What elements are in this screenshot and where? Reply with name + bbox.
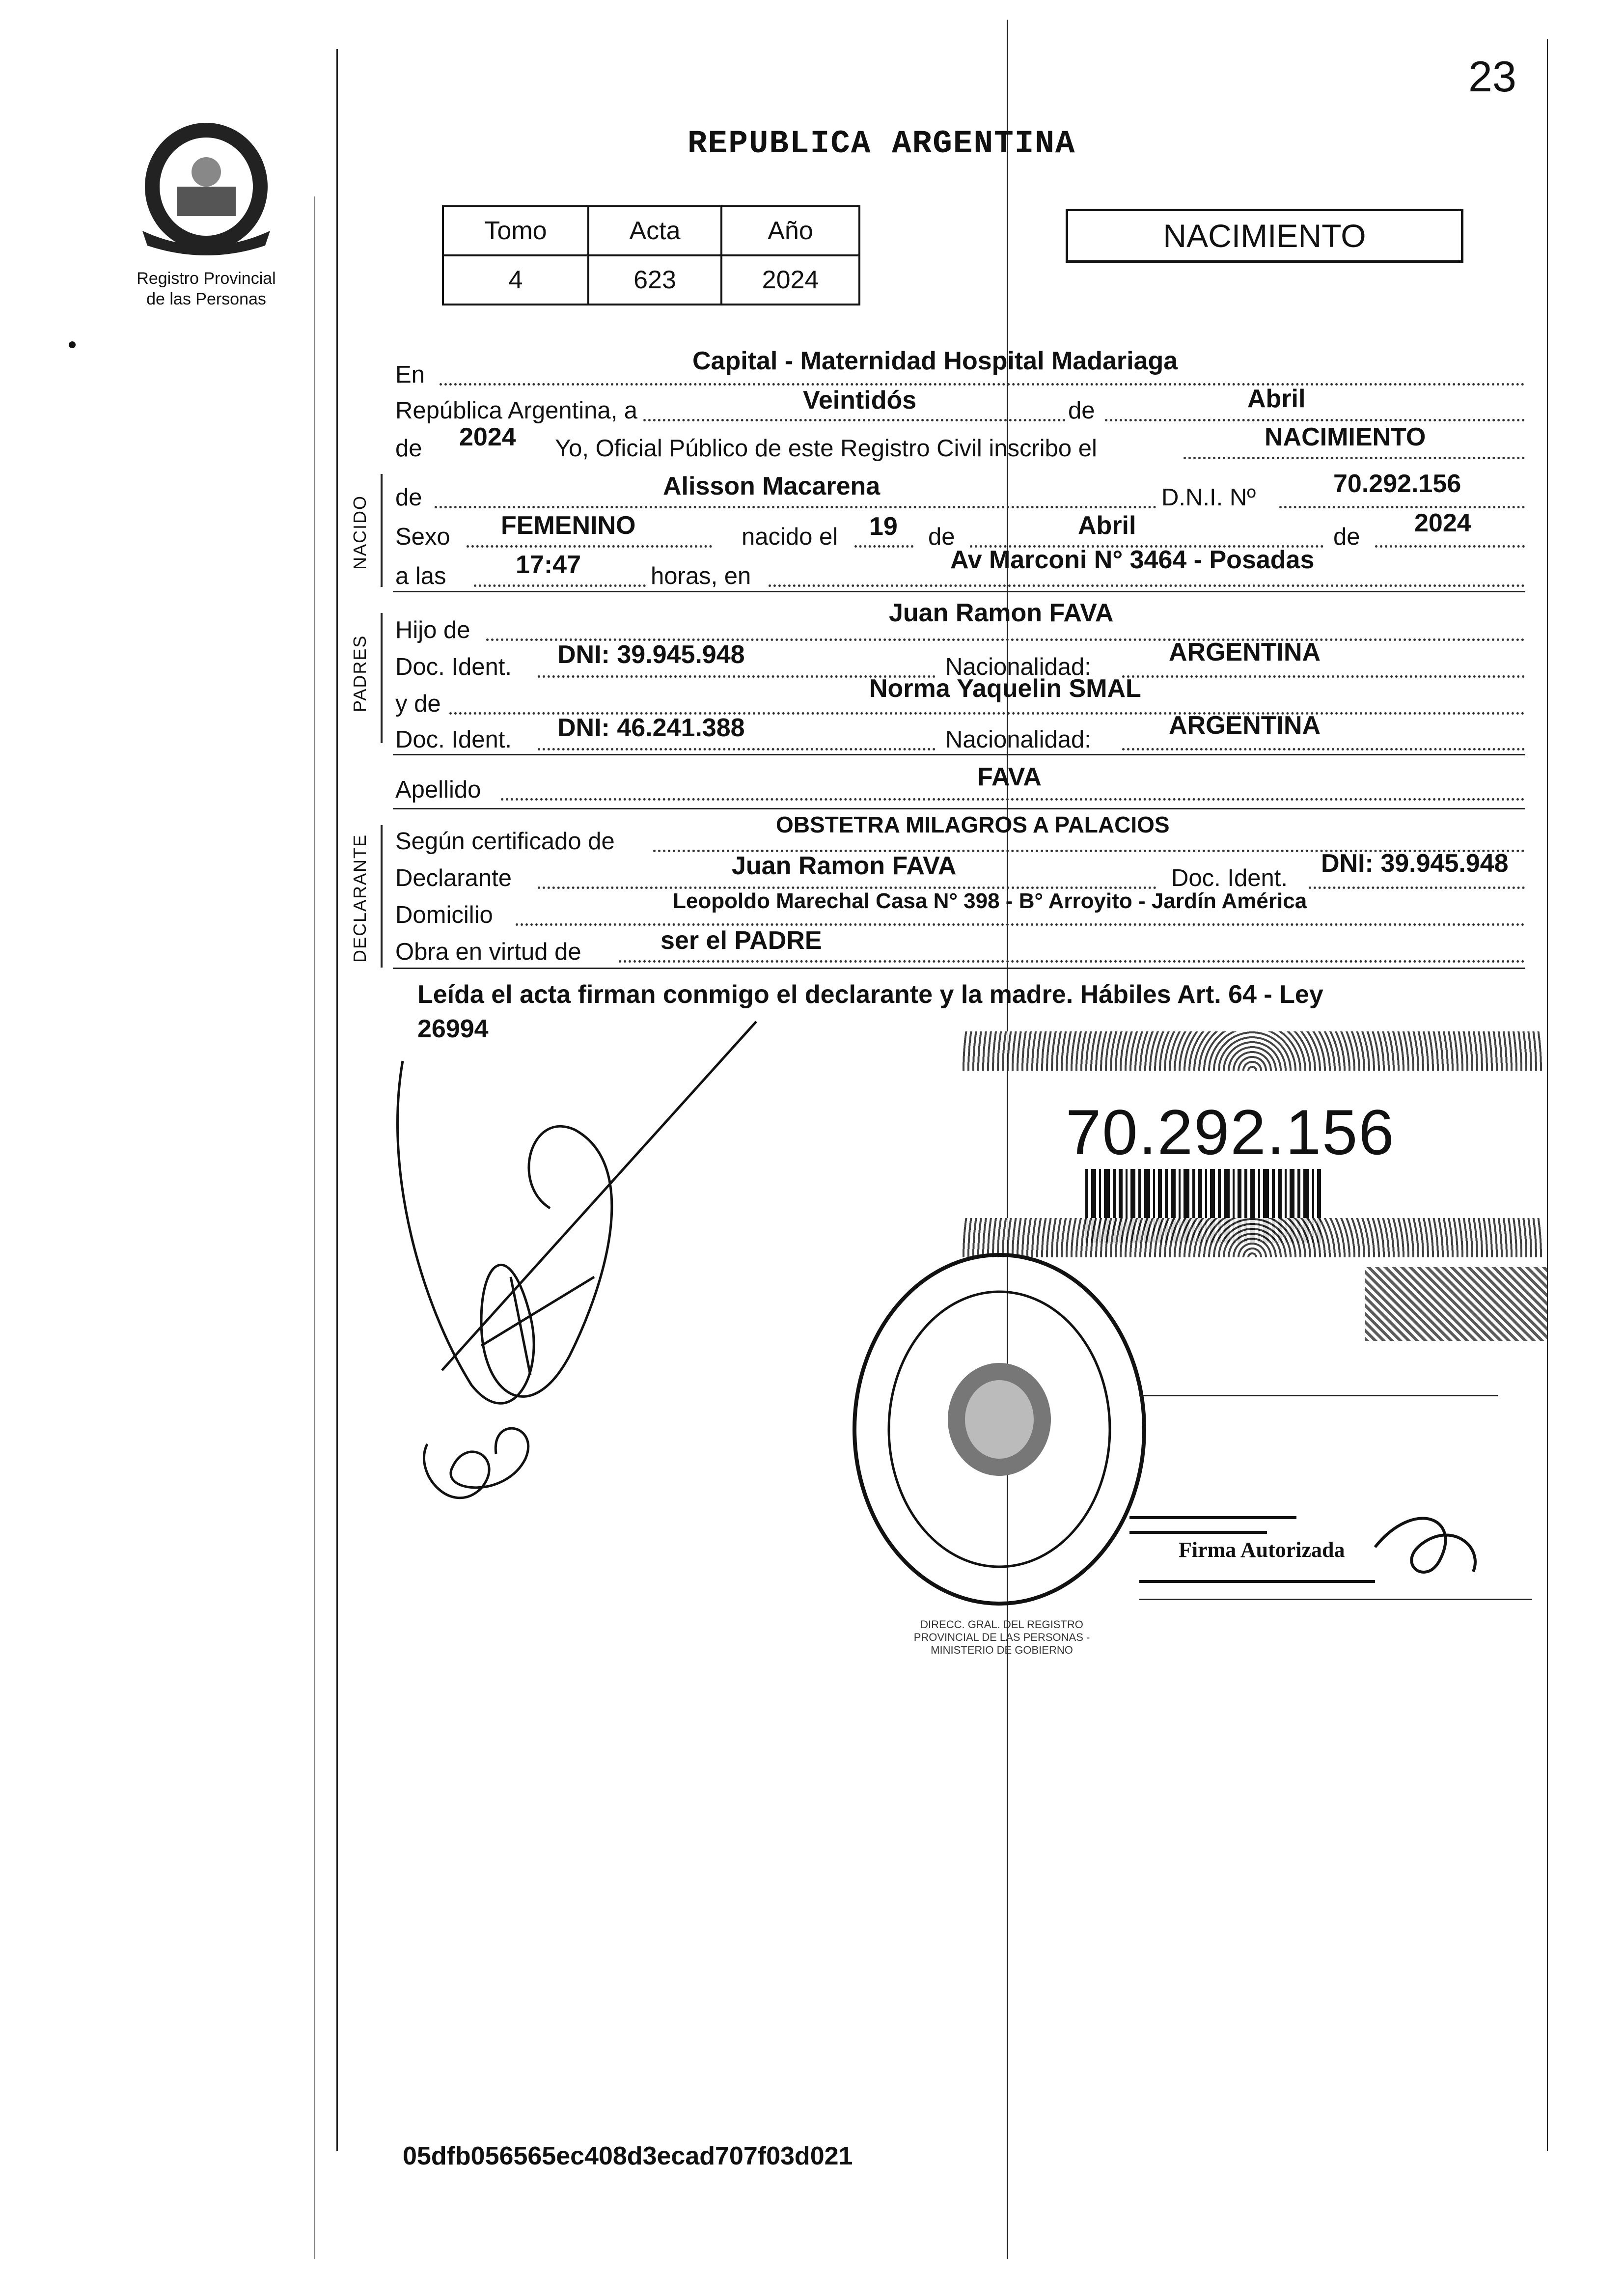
value-madre: Norma Yaquelin SMAL [869,674,1141,703]
td-acta: 623 [588,255,721,305]
round-seal-text: DIRECC. GRAL. DEL REGISTRO PROVINCIAL DE LAS PERSONAS - MINISTERIO DE GOBIERNO [913,1618,1090,1656]
dots-dia [643,419,1066,421]
value-padre-nac: ARGENTINA [1169,638,1321,666]
dots-nac-dia [854,545,913,548]
document-title: REPUBLICA ARGENTINA [688,125,1076,162]
th-acta: Acta [588,206,721,255]
value-domicilio: Leopoldo Marechal Casa N° 398 - B° Arroyito - Jardín América [673,889,1307,913]
value-lugar: Capital - Maternidad Hospital Madariaga [692,347,1178,375]
label-doc1: Doc. Ident. [395,654,512,680]
dots-obra [619,960,1525,963]
bracket-padres [381,613,383,743]
label-declarante: Declarante [395,865,512,891]
dots-dni [1279,506,1525,508]
dots-madre-dni [538,748,936,750]
label-horas-en: horas, en [651,563,751,589]
bracket-nacido [381,474,383,587]
reference-table [442,205,860,305]
value-nombre: Alisson Macarena [663,472,881,500]
value-obra: ser el PADRE [661,926,822,955]
section-padres: PADRES [350,635,370,712]
label-de-year: de [395,435,422,462]
value-dni: 70.292.156 [1333,470,1461,498]
record-type-box: NACIMIENTO [1066,209,1463,263]
closing-line-1: Leída el acta firman conmigo el declarante y la madre. Hábiles Art. 64 - Ley [417,980,1323,1009]
document-hash: 05dfb056565ec408d3ecad707f03d021 [403,2142,853,2170]
label-sexo: Sexo [395,524,450,550]
label-de-name: de [395,484,422,511]
label-apellido: Apellido [395,776,481,803]
value-lugar-nac: Av Marconi N° 3464 - Posadas [950,546,1315,574]
label-obra: Obra en virtud de [395,939,581,965]
dots-nac-anio [1375,545,1525,548]
bullet-dot [69,341,76,348]
bracket-declarante [381,825,383,968]
dots-mes [1105,419,1525,421]
th-anio: Año [721,206,859,255]
value-nac-anio: 2024 [1414,509,1471,537]
label-nac2: Nacionalidad: [945,726,1091,753]
rule-nacido [393,591,1525,592]
td-anio: 2024 [721,255,859,305]
value-apellido: FAVA [977,763,1042,791]
value-dia: Veintidós [803,386,917,415]
section-declarante: DECLARANTE [350,833,370,963]
value-padre-dni: DNI: 39.945.948 [557,640,745,669]
label-segun: Según certificado de [395,828,615,855]
signature-line-2 [1139,1599,1532,1600]
page-number: 23 [1468,52,1516,101]
label-de2: de [928,524,955,550]
label-yo: Yo, Oficial Público de este Registro Civil inscribo el [555,435,1097,462]
value-declarante: Juan Ramon FAVA [732,852,957,880]
declarant-signature [383,1002,825,1542]
left-margin-rule-inner [314,196,315,2259]
rule-padres [393,754,1525,755]
official-stamp: Firma Autorizada [1179,1538,1345,1562]
dots-tipo [1184,457,1525,459]
rule-declarante [393,968,1525,969]
value-anio: 2024 [459,423,516,451]
label-de1: de [1068,397,1095,424]
province-seal [133,113,280,255]
issuer-name-1: Registro Provincial [137,269,276,288]
dots-nombre [435,506,1156,508]
value-hora: 17:47 [516,551,581,579]
label-nac1: Nacionalidad: [945,654,1091,680]
label-en: En [395,361,425,388]
td-tomo: 4 [443,255,588,305]
value-certificado: OBSTETRA MILAGROS A PALACIOS [776,812,1170,837]
dots-declarante-dni [1309,887,1525,889]
official-round-seal [847,1250,1152,1608]
label-nacido-el: nacido el [742,524,838,550]
value-mes: Abril [1247,385,1306,413]
th-tomo: Tomo [443,206,588,255]
dots-madre-nac [1122,748,1525,750]
closing-line-2: 26994 [417,1015,489,1043]
value-nac-dia: 19 [869,512,898,541]
left-margin-rule [336,49,338,2151]
label-doc3: Doc. Ident. [1171,865,1288,891]
dots-lugar-nac [769,584,1525,587]
dots-hora [474,584,646,587]
stamp-number: 70.292.156 [1066,1096,1395,1168]
issuer-name-2: de las Personas [146,290,266,308]
value-sexo: FEMENINO [501,511,636,540]
dots-apellido [501,798,1525,801]
value-tipo: NACIMIENTO [1265,423,1426,451]
rule-apellido [393,808,1525,809]
label-domicilio: Domicilio [395,902,493,928]
hologram [1365,1267,1547,1341]
label-doc2: Doc. Ident. [395,726,512,753]
label-a-las: a las [395,563,446,589]
dots-padre-nac [1122,675,1525,678]
section-nacido: NACIDO [350,495,370,570]
value-padre: Juan Ramon FAVA [889,599,1114,627]
dots-en [440,383,1525,386]
value-madre-dni: DNI: 46.241.388 [557,714,745,742]
value-nac-mes: Abril [1078,511,1136,540]
signature-line [1139,1395,1498,1396]
label-y-de: y de [395,691,441,717]
dots-sexo [467,545,712,548]
label-dni: D.N.I. Nº [1161,484,1256,511]
value-declarante-dni: DNI: 39.945.948 [1321,849,1509,878]
security-band-top [963,1031,1542,1071]
label-de3: de [1333,524,1360,550]
right-margin-rule [1547,39,1548,2151]
value-madre-nac: ARGENTINA [1169,711,1321,740]
label-hijo-de: Hijo de [395,617,470,643]
label-republica: República Argentina, a [395,397,638,424]
official-signature [1120,1488,1493,1596]
